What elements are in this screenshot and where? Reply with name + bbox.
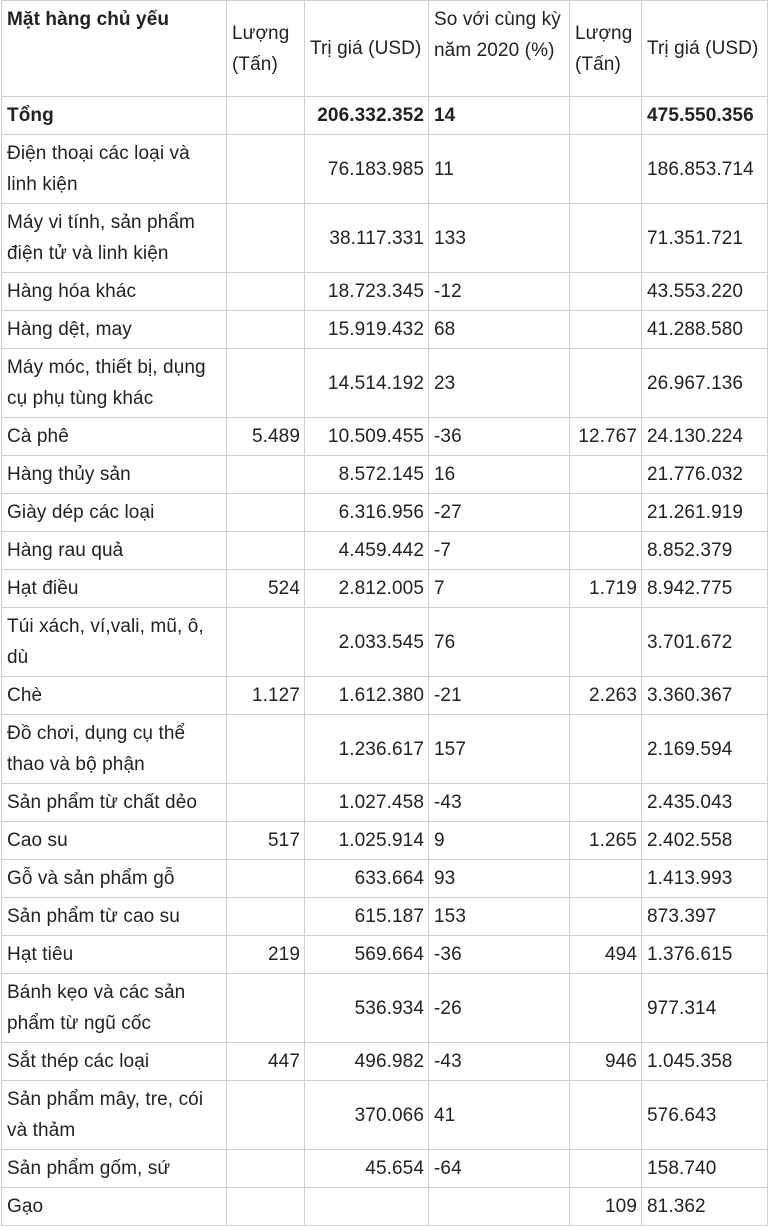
cell-pct: 9 (429, 822, 570, 860)
table-row (2, 1043, 768, 1081)
cell-item: Hàng rau quả (2, 532, 227, 570)
cell-val2: 475.550.356 (642, 97, 768, 135)
cell-item: Giày dép các loại (2, 494, 227, 532)
cell-pct: 153 (429, 898, 570, 936)
cell-val1: 76.183.985 (305, 135, 429, 204)
cell-val1: 2.812.005 (305, 570, 429, 608)
cell-val1: 370.066 (305, 1081, 429, 1150)
cell-pct: 76 (429, 608, 570, 677)
cell-qty2 (570, 1081, 642, 1150)
cell-pct: -43 (429, 1043, 570, 1081)
cell-val1: 8.572.145 (305, 456, 429, 494)
cell-pct: 7 (429, 570, 570, 608)
cell-val2: 81.362 (642, 1188, 768, 1226)
table-row (2, 204, 768, 273)
cell-qty1: 5.489 (227, 418, 305, 456)
cell-val2: 24.130.224 (642, 418, 768, 456)
cell-item: Hàng dệt, may (2, 311, 227, 349)
cell-pct: -7 (429, 532, 570, 570)
cell-val1: 4.459.442 (305, 532, 429, 570)
cell-val2: 8.942.775 (642, 570, 768, 608)
cell-pct: -36 (429, 418, 570, 456)
cell-pct: 157 (429, 715, 570, 784)
cell-pct: 23 (429, 349, 570, 418)
cell-qty2: 1.719 (570, 570, 642, 608)
cell-qty1: 524 (227, 570, 305, 608)
table-row (2, 936, 768, 974)
cell-item: Điện thoại các loại và linh kiện (2, 135, 227, 204)
cell-pct: -12 (429, 273, 570, 311)
cell-val1: 15.919.432 (305, 311, 429, 349)
cell-item: Đồ chơi, dụng cụ thể thao và bộ phận (2, 715, 227, 784)
cell-qty1: 219 (227, 936, 305, 974)
cell-qty2 (570, 97, 642, 135)
cell-val2: 26.967.136 (642, 349, 768, 418)
cell-pct: 14 (429, 97, 570, 135)
table-row (2, 97, 768, 135)
cell-val2: 186.853.714 (642, 135, 768, 204)
table-row (2, 135, 768, 204)
header-row (2, 1, 768, 97)
table-row (2, 456, 768, 494)
cell-qty2: 109 (570, 1188, 642, 1226)
cell-val1: 10.509.455 (305, 418, 429, 456)
cell-qty1: 1.127 (227, 677, 305, 715)
cell-pct: -21 (429, 677, 570, 715)
cell-qty1: 447 (227, 1043, 305, 1081)
cell-qty1 (227, 204, 305, 273)
cell-qty2: 946 (570, 1043, 642, 1081)
cell-val2: 1.045.358 (642, 1043, 768, 1081)
cell-qty2 (570, 494, 642, 532)
cell-val2: 3.701.672 (642, 608, 768, 677)
cell-item: Túi xách, ví,vali, mũ, ô, dù (2, 608, 227, 677)
cell-qty2 (570, 349, 642, 418)
cell-val2: 1.413.993 (642, 860, 768, 898)
cell-val2: 3.360.367 (642, 677, 768, 715)
cell-qty1 (227, 1081, 305, 1150)
export-table (1, 0, 768, 1226)
cell-val1: 1.025.914 (305, 822, 429, 860)
cell-item: Cà phê (2, 418, 227, 456)
cell-item: Sản phẩm mây, tre, cói và thảm (2, 1081, 227, 1150)
cell-qty2 (570, 974, 642, 1043)
table-row (2, 532, 768, 570)
cell-qty1: 517 (227, 822, 305, 860)
cell-pct: -36 (429, 936, 570, 974)
cell-pct: -26 (429, 974, 570, 1043)
cell-qty1 (227, 135, 305, 204)
cell-qty1 (227, 608, 305, 677)
header-item: Mặt hàng chủ yếu (2, 1, 227, 97)
cell-val2: 2.435.043 (642, 784, 768, 822)
cell-item: Hàng thủy sản (2, 456, 227, 494)
cell-pct: 11 (429, 135, 570, 204)
cell-val2: 1.376.615 (642, 936, 768, 974)
cell-item: Hạt tiêu (2, 936, 227, 974)
table-row (2, 349, 768, 418)
cell-qty1 (227, 349, 305, 418)
table-row (2, 570, 768, 608)
header-qty2: Lượng (Tấn) (570, 1, 642, 97)
table-row (2, 494, 768, 532)
cell-pct: -27 (429, 494, 570, 532)
cell-val1: 18.723.345 (305, 273, 429, 311)
cell-qty1 (227, 898, 305, 936)
cell-val2: 8.852.379 (642, 532, 768, 570)
cell-qty1 (227, 1188, 305, 1226)
cell-val1: 6.316.956 (305, 494, 429, 532)
cell-val2: 43.553.220 (642, 273, 768, 311)
cell-val1: 1.236.617 (305, 715, 429, 784)
cell-qty2 (570, 784, 642, 822)
cell-item: Chè (2, 677, 227, 715)
cell-val1: 206.332.352 (305, 97, 429, 135)
cell-item: Tổng (2, 97, 227, 135)
cell-item: Hạt điều (2, 570, 227, 608)
cell-qty2 (570, 273, 642, 311)
cell-qty2 (570, 456, 642, 494)
cell-item: Sản phẩm từ chất dẻo (2, 784, 227, 822)
cell-qty2 (570, 860, 642, 898)
cell-val1 (305, 1188, 429, 1226)
cell-val2: 41.288.580 (642, 311, 768, 349)
cell-qty1 (227, 273, 305, 311)
table-row (2, 784, 768, 822)
cell-qty1 (227, 532, 305, 570)
header-qty1: Lượng (Tấn) (227, 1, 305, 97)
table-row (2, 418, 768, 456)
cell-val1: 569.664 (305, 936, 429, 974)
cell-val2: 576.643 (642, 1081, 768, 1150)
header-val2: Trị giá (USD) (642, 1, 768, 97)
cell-val1: 536.934 (305, 974, 429, 1043)
cell-item: Máy vi tính, sản phẩm điện tử và linh kiện (2, 204, 227, 273)
cell-item: Sắt thép các loại (2, 1043, 227, 1081)
cell-pct (429, 1188, 570, 1226)
header-pct: So với cùng kỳ năm 2020 (%) (429, 1, 570, 97)
cell-val1: 14.514.192 (305, 349, 429, 418)
cell-val2: 21.776.032 (642, 456, 768, 494)
table-row (2, 974, 768, 1043)
cell-qty1 (227, 494, 305, 532)
cell-qty2: 1.265 (570, 822, 642, 860)
table-row (2, 311, 768, 349)
table-row (2, 715, 768, 784)
table-row (2, 677, 768, 715)
cell-val2: 977.314 (642, 974, 768, 1043)
cell-val1: 38.117.331 (305, 204, 429, 273)
cell-qty1 (227, 715, 305, 784)
cell-item: Cao su (2, 822, 227, 860)
cell-val2: 21.261.919 (642, 494, 768, 532)
table-row (2, 608, 768, 677)
table-row (2, 822, 768, 860)
cell-val1: 496.982 (305, 1043, 429, 1081)
cell-qty1 (227, 974, 305, 1043)
table-row (2, 898, 768, 936)
cell-qty2: 12.767 (570, 418, 642, 456)
table-row (2, 1188, 768, 1226)
cell-qty1 (227, 456, 305, 494)
cell-qty2 (570, 532, 642, 570)
cell-val2: 71.351.721 (642, 204, 768, 273)
cell-qty2 (570, 715, 642, 784)
cell-val1: 45.654 (305, 1150, 429, 1188)
header-val1: Trị giá (USD) (305, 1, 429, 97)
cell-pct: -64 (429, 1150, 570, 1188)
cell-val1: 633.664 (305, 860, 429, 898)
cell-qty2 (570, 1150, 642, 1188)
table-row (2, 860, 768, 898)
cell-qty1 (227, 1150, 305, 1188)
cell-val2: 873.397 (642, 898, 768, 936)
cell-qty2 (570, 311, 642, 349)
cell-pct: 93 (429, 860, 570, 898)
cell-qty2 (570, 135, 642, 204)
cell-pct: 16 (429, 456, 570, 494)
cell-item: Gạo (2, 1188, 227, 1226)
cell-pct: 41 (429, 1081, 570, 1150)
cell-item: Máy móc, thiết bị, dụng cụ phụ tùng khác (2, 349, 227, 418)
cell-val1: 2.033.545 (305, 608, 429, 677)
table-row (2, 1150, 768, 1188)
cell-pct: 68 (429, 311, 570, 349)
cell-item: Sản phẩm gốm, sứ (2, 1150, 227, 1188)
cell-qty2: 494 (570, 936, 642, 974)
cell-qty2 (570, 204, 642, 273)
cell-val1: 1.612.380 (305, 677, 429, 715)
table-row (2, 1081, 768, 1150)
cell-val2: 2.402.558 (642, 822, 768, 860)
cell-val1: 1.027.458 (305, 784, 429, 822)
cell-qty1 (227, 860, 305, 898)
cell-pct: -43 (429, 784, 570, 822)
cell-qty1 (227, 97, 305, 135)
cell-item: Sản phẩm từ cao su (2, 898, 227, 936)
cell-qty1 (227, 784, 305, 822)
cell-qty2: 2.263 (570, 677, 642, 715)
cell-qty2 (570, 898, 642, 936)
cell-item: Bánh kẹo và các sản phẩm từ ngũ cốc (2, 974, 227, 1043)
cell-qty1 (227, 311, 305, 349)
table-row (2, 273, 768, 311)
cell-val1: 615.187 (305, 898, 429, 936)
cell-item: Gỗ và sản phẩm gỗ (2, 860, 227, 898)
cell-qty2 (570, 608, 642, 677)
cell-val2: 158.740 (642, 1150, 768, 1188)
cell-pct: 133 (429, 204, 570, 273)
cell-val2: 2.169.594 (642, 715, 768, 784)
cell-item: Hàng hóa khác (2, 273, 227, 311)
